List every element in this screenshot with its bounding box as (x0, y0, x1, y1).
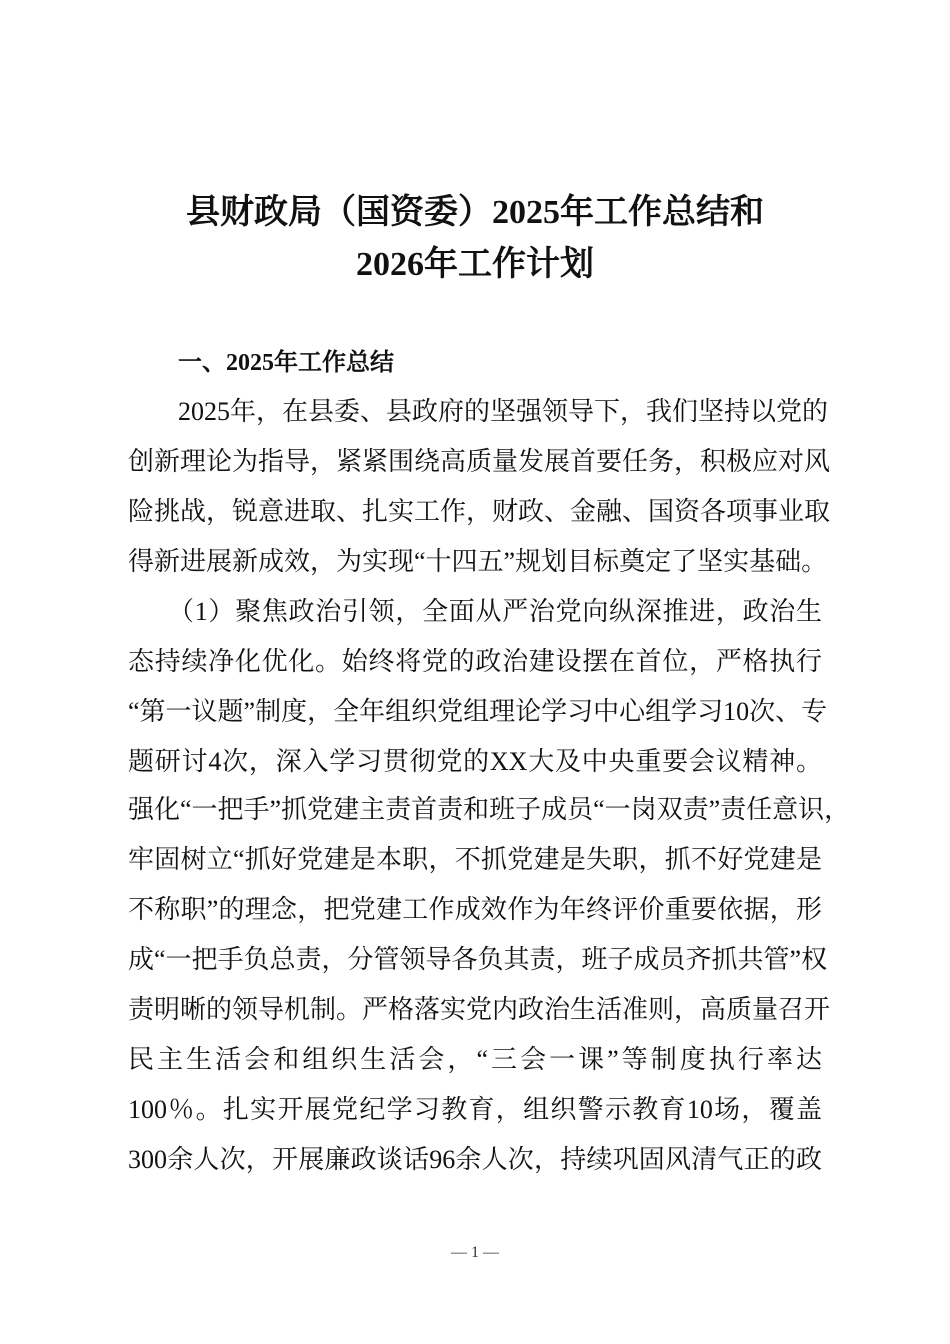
body-line: 100％。扎实开展党纪学习教育，组织警示教育10场，覆盖 (128, 1095, 822, 1124)
body-line: （1）聚焦政治引领，全面从严治党向纵深推进，政治生 (168, 597, 822, 626)
document-title-line-2: 2026年工作计划 (356, 246, 594, 283)
body-line: 态持续净化优化。始终将党的政治建设摆在首位，严格执行 (128, 647, 822, 676)
body-line: “第一议题”制度，全年组织党组理论学习中心组学习10次、专 (128, 697, 828, 726)
body-line: 责明晰的领导机制。严格落实党内政治生活准则，高质量召开 (128, 995, 831, 1024)
body-line: 创新理论为指导，紧紧围绕高质量发展首要任务，积极应对风 (128, 447, 831, 476)
body-line: 不称职”的理念，把党建工作成效作为年终评价重要依据，形 (128, 895, 822, 924)
body-line: 民主生活会和组织生活会，“三会一课”等制度执行率达 (128, 1045, 822, 1074)
body-line: 2025年，在县委、县政府的坚强领导下，我们坚持以党的 (178, 397, 829, 426)
page-number: — 1 — (451, 1244, 499, 1261)
body-line: 成“一把手负总责，分管领导各负其责，班子成员齐抓共管”权 (128, 945, 828, 974)
section-heading: 一、2025年工作总结 (178, 350, 394, 376)
body-line: 险挑战，锐意进取、扎实工作，财政、金融、国资各项事业取 (128, 497, 831, 526)
body-line: 牢固树立“抓好党建是本职，不抓党建是失职，抓不好党建是 (128, 845, 822, 874)
body-line: 强化“一把手”抓党建主责首责和班子成员“一岗双责”责任意识， (128, 795, 851, 824)
document-title-line-1: 县财政局（国资委）2025年工作总结和 (186, 194, 764, 231)
body-line: 题研讨4次，深入学习贯彻党的XX大及中央重要会议精神。 (128, 747, 822, 776)
body-line: 300余人次，开展廉政谈话96余人次，持续巩固风清气正的政 (128, 1145, 822, 1174)
body-line: 得新进展新成效，为实现“十四五”规划目标奠定了坚实基础。 (128, 547, 828, 576)
